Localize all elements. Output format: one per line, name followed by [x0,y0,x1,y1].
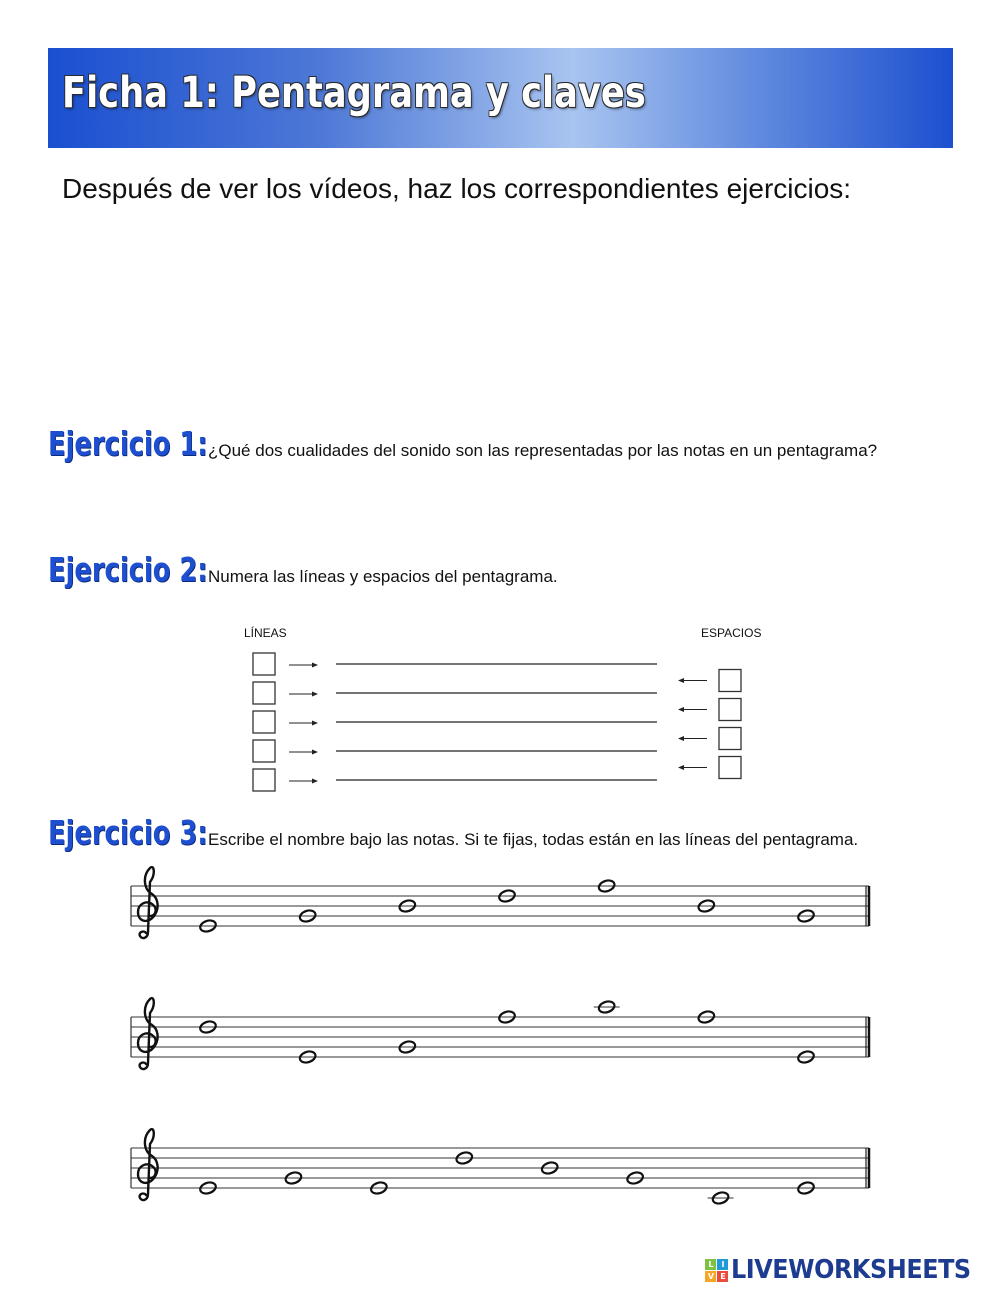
instructions-text: Después de ver los vídeos, haz los correspondientes ejercicios: [62,173,852,204]
exercise-1-label: Ejercicio 1: [48,424,208,463]
liveworksheets-logo [705,1255,992,1285]
exercise-2-label: Ejercicio 2: [48,550,208,589]
line-number-box [253,711,275,733]
space-number-box [719,699,741,721]
line-arrow-head [312,750,318,755]
line-arrow-head [312,692,318,697]
lines-label: LÍNEAS [244,626,287,640]
space-arrow-head [678,765,684,770]
spaces-label: ESPACIOS [701,626,762,640]
logo-badge-icon [705,1259,728,1282]
logo-text: LIVEWORKSHEETS [731,1255,972,1285]
line-number-box [253,769,275,791]
line-arrow-head [312,721,318,726]
treble-clef-shape [138,998,158,1069]
space-number-box [719,670,741,692]
space-arrow-head [678,678,684,683]
logo-badge-letter: L [705,1259,716,1270]
exercise-3-question: Escribe el nombre bajo las notas. Si te fijas, todas están en las líneas del pentagrama. [208,830,859,849]
space-arrow-head [678,736,684,741]
line-arrow-head [312,779,318,784]
space-number-box [719,757,741,779]
treble-clef-shape [138,1129,158,1200]
line-number-box [253,653,275,675]
exercise-2-question: Numera las líneas y espacios del pentagrama. [208,567,558,586]
treble-clef-shape [138,867,158,938]
logo-badge-letter: I [717,1259,728,1270]
logo-badge-letter: V [705,1271,716,1282]
line-arrow-head [312,663,318,668]
exercise-3-label: Ejercicio 3: [48,813,208,852]
space-number-box [719,728,741,750]
line-number-box [253,682,275,704]
logo-badge-letter: E [717,1271,728,1282]
page-title: Ficha 1: Pentagrama y claves [62,68,646,118]
treble-clef-icon [138,998,158,1069]
treble-clef-icon [138,1129,158,1200]
line-number-box [253,740,275,762]
exercise-1-question: ¿Qué dos cualidades del sonido son las representadas por las notas en un pentagrama? [208,441,878,460]
space-arrow-head [678,707,684,712]
treble-clef-icon [138,867,158,938]
